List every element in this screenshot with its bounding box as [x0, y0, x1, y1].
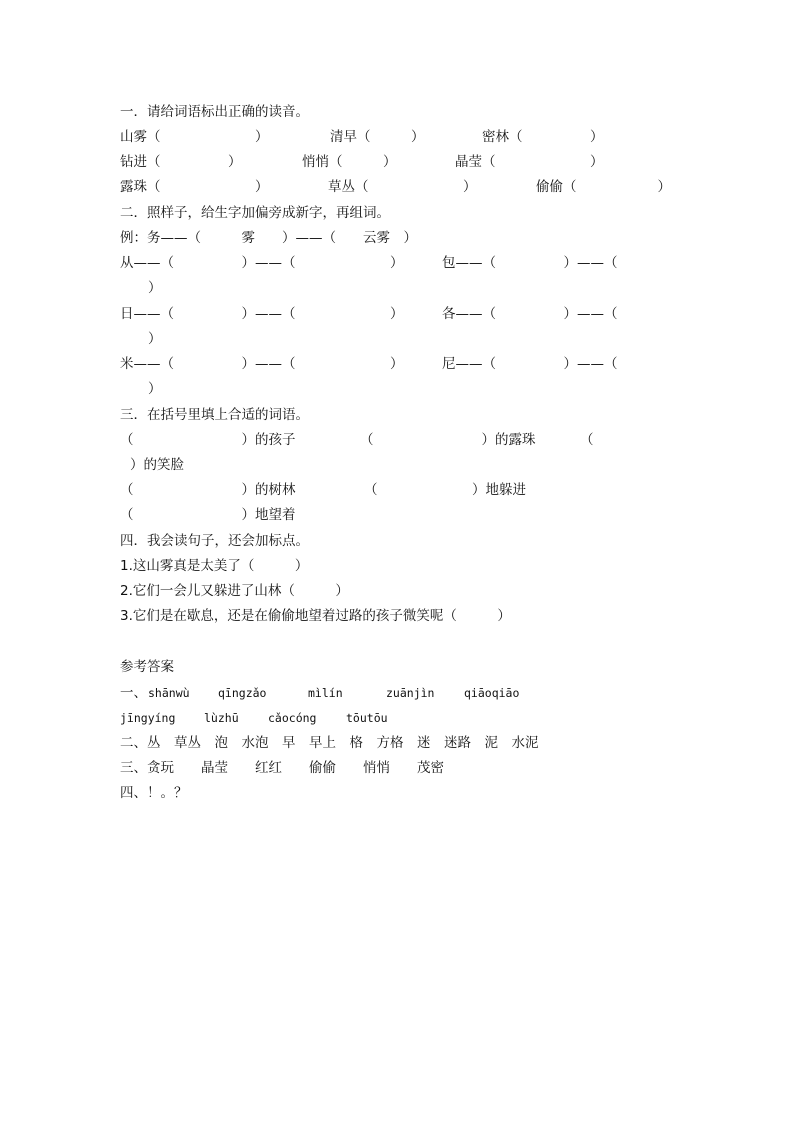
answer-pinyin: lùzhū — [204, 711, 239, 725]
pinyin-item: 清早（ ） — [330, 129, 425, 145]
section-3-continuation: ）的笑脸 — [130, 457, 184, 473]
section-1-row — [120, 152, 680, 172]
section-2-continuation: ） — [148, 381, 162, 397]
pinyin-item: 露珠（ ） — [120, 179, 269, 195]
char-item: 尼——（ ）——（ — [442, 356, 618, 372]
answer-pinyin: qiāoqiāo — [464, 686, 520, 700]
section-1-heading: 一．请给词语标出正确的读音。 — [120, 104, 309, 120]
answer-pinyin: qīngzǎo — [218, 686, 267, 700]
answer-label: 一、 — [120, 685, 147, 701]
answer-pinyin: tōutōu — [346, 711, 388, 725]
pinyin-item: 山雾（ ） — [120, 129, 269, 145]
section-1-row — [120, 177, 680, 197]
section-3-row — [120, 430, 680, 450]
answers-heading: 参考答案 — [120, 659, 174, 675]
section-3-row — [120, 480, 680, 500]
section-2-row — [120, 354, 680, 374]
pinyin-item: 钻进（ ） — [120, 154, 242, 170]
pinyin-item: 密林（ ） — [482, 129, 604, 145]
section-4-heading: 四．我会读句子，还会加标点。 — [120, 533, 309, 549]
answer-pinyin: zuānjìn — [386, 686, 435, 700]
section-2-heading: 二．照样子，给生字加偏旁成新字，再组词。 — [120, 205, 390, 221]
section-1-row — [120, 127, 680, 147]
answer-1-row — [120, 683, 680, 703]
section-2-example: 例：务——（ 雾 ）——（ 云雾 ） — [120, 230, 417, 246]
answer-3: 三、贪玩 晶莹 红红 偷偷 悄悄 茂密 — [120, 760, 444, 776]
answer-4: 四、！。？ — [120, 785, 188, 801]
fill-item: （ ）的露珠 — [360, 432, 536, 448]
pinyin-item: 偷偷（ ） — [536, 179, 671, 195]
answer-1-row — [120, 708, 680, 728]
pinyin-item: 悄悄（ ） — [302, 154, 397, 170]
answer-pinyin: shānwù — [148, 686, 190, 700]
char-item: 米——（ ）——（ ） — [120, 356, 404, 372]
section-2-row — [120, 253, 680, 273]
section-3-row: （ ）地望着 — [120, 507, 296, 523]
char-item: 从——（ ）——（ ） — [120, 255, 404, 271]
section-3-heading: 三．在括号里填上合适的词语。 — [120, 407, 309, 423]
char-item: 各——（ ）——（ — [442, 306, 618, 322]
sentence-item: 3.它们是在歇息，还是在偷偷地望着过路的孩子微笑呢（ ） — [120, 608, 511, 624]
char-item: 日——（ ）——（ ） — [120, 306, 404, 322]
fill-item: （ ）地躲进 — [364, 482, 526, 498]
section-2-continuation: ） — [148, 331, 162, 347]
section-2-continuation: ） — [148, 280, 162, 296]
pinyin-item: 草丛（ ） — [328, 179, 477, 195]
answer-2: 二、丛 草丛 泡 水泡 早 早上 格 方格 迷 迷路 泥 水泥 — [120, 735, 539, 751]
char-item: 包——（ ）——（ — [442, 255, 618, 271]
sentence-item: 1.这山雾真是太美了（ ） — [120, 558, 309, 574]
fill-item: （ ）的孩子 — [120, 432, 296, 448]
fill-item: （ ）的树林 — [120, 482, 296, 498]
answer-pinyin: mìlín — [308, 686, 343, 700]
sentence-item: 2.它们一会儿又躲进了山林（ ） — [120, 583, 349, 599]
section-2-row — [120, 304, 680, 324]
answer-pinyin: cǎocóng — [268, 711, 317, 725]
answer-pinyin: jīngyíng — [120, 711, 176, 725]
fill-item: （ — [580, 432, 594, 448]
pinyin-item: 晶莹（ ） — [455, 154, 604, 170]
